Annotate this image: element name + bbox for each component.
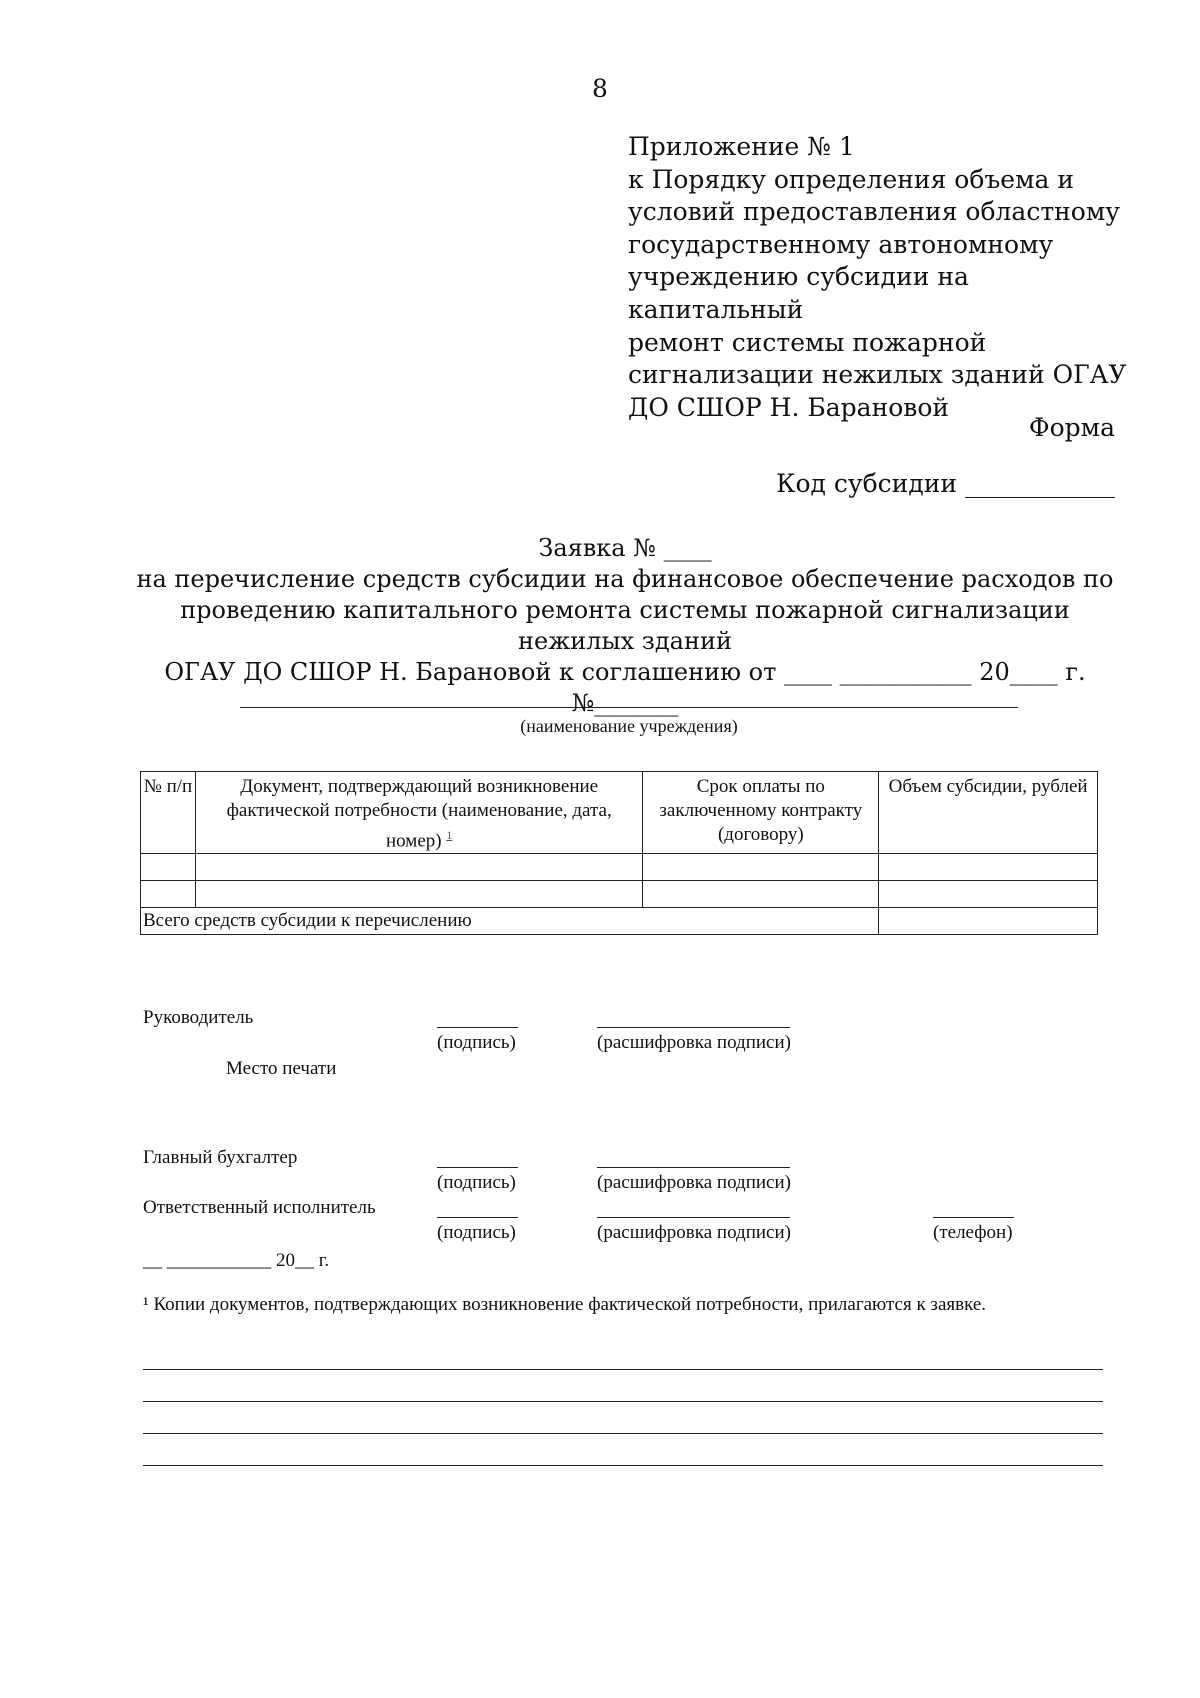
appendix-header: [628, 131, 1148, 424]
seal-label: Место печати: [226, 1058, 337, 1079]
accountant-label: Главный бухгалтер: [143, 1147, 298, 1168]
request-line: на перечисление средств субсидии на финансовое обеспечение расходов по: [136, 565, 1114, 593]
executor-signature-caption: (подпись): [437, 1222, 516, 1243]
request-title: Заявка № ____: [538, 534, 712, 562]
notes-line: [143, 1369, 1103, 1370]
table-cell[interactable]: [643, 881, 879, 908]
page-number: 8: [592, 74, 608, 103]
accountant-signature-line: [437, 1167, 518, 1168]
form-label: Форма: [1028, 413, 1115, 442]
executor-label: Ответственный исполнитель: [143, 1197, 376, 1218]
table-total-row: [141, 908, 1098, 935]
appendix-line: Приложение № 1: [628, 132, 855, 161]
appendix-line: государственному автономному: [628, 229, 1054, 259]
head-decoding-line: [597, 1027, 790, 1028]
col-header-number: № п/п: [141, 772, 196, 854]
subsidy-code-field: Код субсидии ____________: [776, 469, 1115, 498]
appendix-line: ДО СШОР Н. Барановой: [628, 392, 950, 422]
appendix-line: условий предоставления областному: [628, 197, 1121, 227]
executor-decoding-caption: (расшифровка подписи): [597, 1222, 791, 1243]
institution-caption: (наименование учреждения): [520, 716, 738, 736]
head-decoding-caption: (расшифровка подписи): [597, 1032, 791, 1053]
head-signature-line: [437, 1027, 518, 1028]
table-cell[interactable]: [141, 881, 196, 908]
appendix-line: учреждению субсидии на капитальный: [628, 262, 969, 324]
total-amount-cell[interactable]: [879, 908, 1098, 935]
table-row: [141, 881, 1098, 908]
table-cell[interactable]: [643, 854, 879, 881]
table-cell[interactable]: [141, 854, 196, 881]
institution-line: [240, 707, 1018, 708]
request-line: ОГАУ ДО СШОР Н. Барановой к соглашению от ____ ___________ 20____ г.: [164, 658, 1086, 686]
table-header-row: [141, 772, 1098, 854]
executor-signature-line: [437, 1217, 518, 1218]
head-signature-caption: (подпись): [437, 1032, 516, 1053]
head-label: Руководитель: [143, 1007, 254, 1028]
table-cell[interactable]: [195, 881, 642, 908]
table-cell[interactable]: [195, 854, 642, 881]
date-line: __ ___________ 20__ г.: [143, 1250, 330, 1271]
executor-phone-caption: (телефон): [933, 1222, 1013, 1243]
notes-line: [143, 1433, 1103, 1434]
col-header-payment-term: Срок оплаты по заключенному контракту (договору): [643, 772, 879, 854]
subsidy-table: [140, 771, 1098, 935]
footnote-ref: 1: [446, 828, 453, 842]
notes-line: [143, 1401, 1103, 1402]
executor-phone-line: [933, 1217, 1014, 1218]
appendix-line: к Порядку определения объема и: [628, 164, 1075, 194]
col-header-document-text: Документ, подтверждающий возникновение фактической потребности (наименование, дата, номер): [226, 776, 612, 852]
col-header-amount: Объем субсидии, рублей: [879, 772, 1098, 854]
col-header-document: [195, 772, 642, 854]
footnote: ¹ Копии документов, подтверждающих возникновение фактической потребности, прилагаются к заявке.: [143, 1294, 987, 1315]
request-line: проведению капитального ремонта системы пожарной сигнализации нежилых зданий: [180, 596, 1070, 655]
accountant-decoding-caption: (расшифровка подписи): [597, 1172, 791, 1193]
table-cell[interactable]: [879, 854, 1098, 881]
appendix-line: ремонт системы пожарной: [628, 327, 987, 357]
table-cell[interactable]: [879, 881, 1098, 908]
accountant-decoding-line: [597, 1167, 790, 1168]
table-row: [141, 854, 1098, 881]
total-label: Всего средств субсидии к перечислению: [141, 908, 879, 935]
request-number: №_______: [571, 689, 679, 717]
request-heading: [130, 533, 1120, 719]
appendix-line: сигнализации нежилых зданий ОГАУ: [628, 360, 1127, 390]
accountant-signature-caption: (подпись): [437, 1172, 516, 1193]
notes-line: [143, 1465, 1103, 1466]
executor-decoding-line: [597, 1217, 790, 1218]
